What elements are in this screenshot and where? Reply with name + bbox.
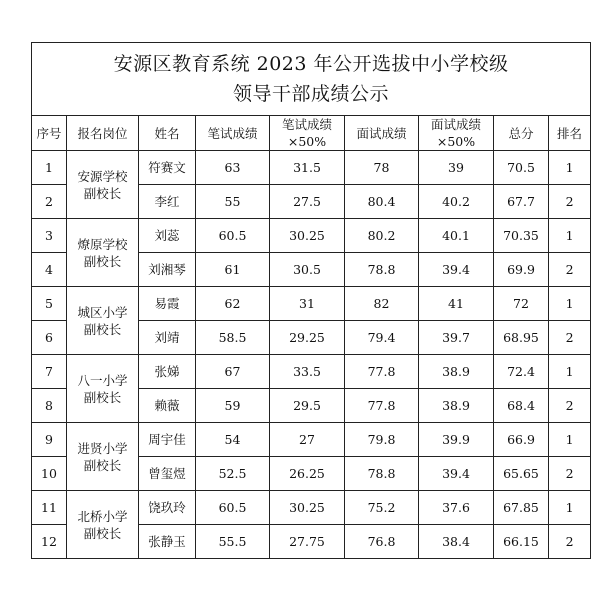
header-name: 姓名 — [139, 116, 196, 151]
cell-written: 55 — [196, 185, 270, 219]
cell-interview: 78.8 — [345, 457, 419, 491]
cell-interview: 80.2 — [345, 219, 419, 253]
title-line-1: 安源区教育系统 2023 年公开选拔中小学校级 — [113, 53, 509, 75]
cell-written-pct: 26.25 — [270, 457, 345, 491]
post-line-1: 燎原学校 — [77, 236, 128, 252]
cell-interview: 77.8 — [345, 355, 419, 389]
table-row — [32, 151, 591, 185]
cell-total: 68.4 — [494, 389, 549, 423]
cell-rank: 2 — [549, 389, 591, 423]
cell-written: 58.5 — [196, 321, 270, 355]
cell-interview: 79.4 — [345, 321, 419, 355]
cell-interview: 76.8 — [345, 525, 419, 559]
post-line-2: 副校长 — [83, 185, 122, 201]
cell-total: 70.5 — [494, 151, 549, 185]
cell-written-pct: 33.5 — [270, 355, 345, 389]
header-interview-pct-line2: ×50% — [436, 134, 476, 149]
cell-interview: 75.2 — [345, 491, 419, 525]
cell-interview-pct: 40.2 — [419, 185, 494, 219]
header-seq: 序号 — [32, 116, 67, 151]
cell-post — [67, 151, 139, 219]
cell-seq: 5 — [32, 287, 67, 321]
post-line-2: 副校长 — [83, 525, 122, 541]
cell-name: 刘靖 — [139, 321, 196, 355]
cell-rank: 2 — [549, 253, 591, 287]
table-row — [32, 219, 591, 253]
cell-written-pct: 31 — [270, 287, 345, 321]
cell-interview: 79.8 — [345, 423, 419, 457]
cell-written-pct: 29.5 — [270, 389, 345, 423]
post-line-1: 八一小学 — [77, 372, 128, 388]
header-interview-pct — [419, 116, 494, 151]
cell-rank: 2 — [549, 525, 591, 559]
cell-total: 66.15 — [494, 525, 549, 559]
header-post: 报名岗位 — [67, 116, 139, 151]
cell-written: 60.5 — [196, 219, 270, 253]
table-row — [32, 491, 591, 525]
cell-total: 67.7 — [494, 185, 549, 219]
table-body — [32, 151, 591, 559]
cell-interview-pct: 41 — [419, 287, 494, 321]
cell-written-pct: 27.75 — [270, 525, 345, 559]
header-interview-pct-line1: 面试成绩 — [430, 117, 481, 132]
cell-name: 刘蕊 — [139, 219, 196, 253]
post-line-2: 副校长 — [83, 457, 122, 473]
cell-total: 67.85 — [494, 491, 549, 525]
cell-post — [67, 491, 139, 559]
cell-interview-pct: 39 — [419, 151, 494, 185]
cell-name: 赖薇 — [139, 389, 196, 423]
cell-interview-pct: 37.6 — [419, 491, 494, 525]
cell-total: 66.9 — [494, 423, 549, 457]
cell-seq: 10 — [32, 457, 67, 491]
header-written: 笔试成绩 — [196, 116, 270, 151]
cell-seq: 11 — [32, 491, 67, 525]
cell-rank: 1 — [549, 287, 591, 321]
cell-written-pct: 31.5 — [270, 151, 345, 185]
table-row — [32, 355, 591, 389]
cell-seq: 4 — [32, 253, 67, 287]
cell-interview: 78 — [345, 151, 419, 185]
cell-post — [67, 355, 139, 423]
post-line-1: 安源学校 — [77, 168, 128, 184]
cell-seq: 2 — [32, 185, 67, 219]
header-written-pct — [270, 116, 345, 151]
cell-name: 易霞 — [139, 287, 196, 321]
cell-rank: 2 — [549, 457, 591, 491]
cell-total: 72 — [494, 287, 549, 321]
cell-post — [67, 287, 139, 355]
title-line-2: 领导干部成绩公示 — [233, 83, 390, 105]
header-row — [32, 116, 591, 151]
cell-rank: 1 — [549, 423, 591, 457]
cell-written: 59 — [196, 389, 270, 423]
cell-interview-pct: 40.1 — [419, 219, 494, 253]
post-line-1: 城区小学 — [77, 304, 128, 320]
cell-written-pct: 30.25 — [270, 219, 345, 253]
cell-interview-pct: 39.7 — [419, 321, 494, 355]
cell-name: 符赛文 — [139, 151, 196, 185]
table-row — [32, 423, 591, 457]
cell-rank: 1 — [549, 355, 591, 389]
post-line-2: 副校长 — [83, 253, 122, 269]
cell-interview-pct: 39.4 — [419, 457, 494, 491]
cell-seq: 8 — [32, 389, 67, 423]
cell-seq: 7 — [32, 355, 67, 389]
cell-seq: 9 — [32, 423, 67, 457]
header-total: 总分 — [494, 116, 549, 151]
score-table — [31, 42, 591, 559]
cell-interview-pct: 39.9 — [419, 423, 494, 457]
cell-rank: 2 — [549, 185, 591, 219]
cell-total: 72.4 — [494, 355, 549, 389]
cell-written: 60.5 — [196, 491, 270, 525]
cell-written: 62 — [196, 287, 270, 321]
cell-written-pct: 27 — [270, 423, 345, 457]
cell-name: 刘湘琴 — [139, 253, 196, 287]
cell-name: 张娣 — [139, 355, 196, 389]
cell-interview-pct: 38.4 — [419, 525, 494, 559]
cell-written-pct: 30.5 — [270, 253, 345, 287]
cell-written: 67 — [196, 355, 270, 389]
post-line-1: 北桥小学 — [77, 508, 128, 524]
cell-written-pct: 29.25 — [270, 321, 345, 355]
cell-interview: 77.8 — [345, 389, 419, 423]
cell-post — [67, 423, 139, 491]
cell-interview: 82 — [345, 287, 419, 321]
cell-name: 曾玺煜 — [139, 457, 196, 491]
cell-rank: 1 — [549, 491, 591, 525]
cell-written-pct: 30.25 — [270, 491, 345, 525]
cell-total: 69.9 — [494, 253, 549, 287]
cell-written: 61 — [196, 253, 270, 287]
cell-seq: 12 — [32, 525, 67, 559]
cell-written: 63 — [196, 151, 270, 185]
cell-written: 55.5 — [196, 525, 270, 559]
cell-interview: 78.8 — [345, 253, 419, 287]
header-rank: 排名 — [549, 116, 591, 151]
cell-interview-pct: 38.9 — [419, 355, 494, 389]
table-row — [32, 287, 591, 321]
cell-total: 65.65 — [494, 457, 549, 491]
cell-written: 52.5 — [196, 457, 270, 491]
page-title — [32, 43, 591, 116]
cell-rank: 2 — [549, 321, 591, 355]
cell-interview-pct: 38.9 — [419, 389, 494, 423]
post-line-2: 副校长 — [83, 321, 122, 337]
cell-seq: 6 — [32, 321, 67, 355]
cell-interview-pct: 39.4 — [419, 253, 494, 287]
cell-seq: 3 — [32, 219, 67, 253]
header-interview: 面试成绩 — [345, 116, 419, 151]
cell-total: 70.35 — [494, 219, 549, 253]
cell-total: 68.95 — [494, 321, 549, 355]
header-written-pct-line1: 笔试成绩 — [281, 117, 332, 132]
cell-written-pct: 27.5 — [270, 185, 345, 219]
cell-rank: 1 — [549, 219, 591, 253]
cell-seq: 1 — [32, 151, 67, 185]
cell-rank: 1 — [549, 151, 591, 185]
cell-name: 张静玉 — [139, 525, 196, 559]
post-line-1: 进贤小学 — [77, 440, 128, 456]
cell-post — [67, 219, 139, 287]
cell-name: 周宇佳 — [139, 423, 196, 457]
post-line-2: 副校长 — [83, 389, 122, 405]
header-written-pct-line2: ×50% — [287, 134, 327, 149]
cell-written: 54 — [196, 423, 270, 457]
cell-interview: 80.4 — [345, 185, 419, 219]
cell-name: 饶玖玲 — [139, 491, 196, 525]
cell-name: 李红 — [139, 185, 196, 219]
